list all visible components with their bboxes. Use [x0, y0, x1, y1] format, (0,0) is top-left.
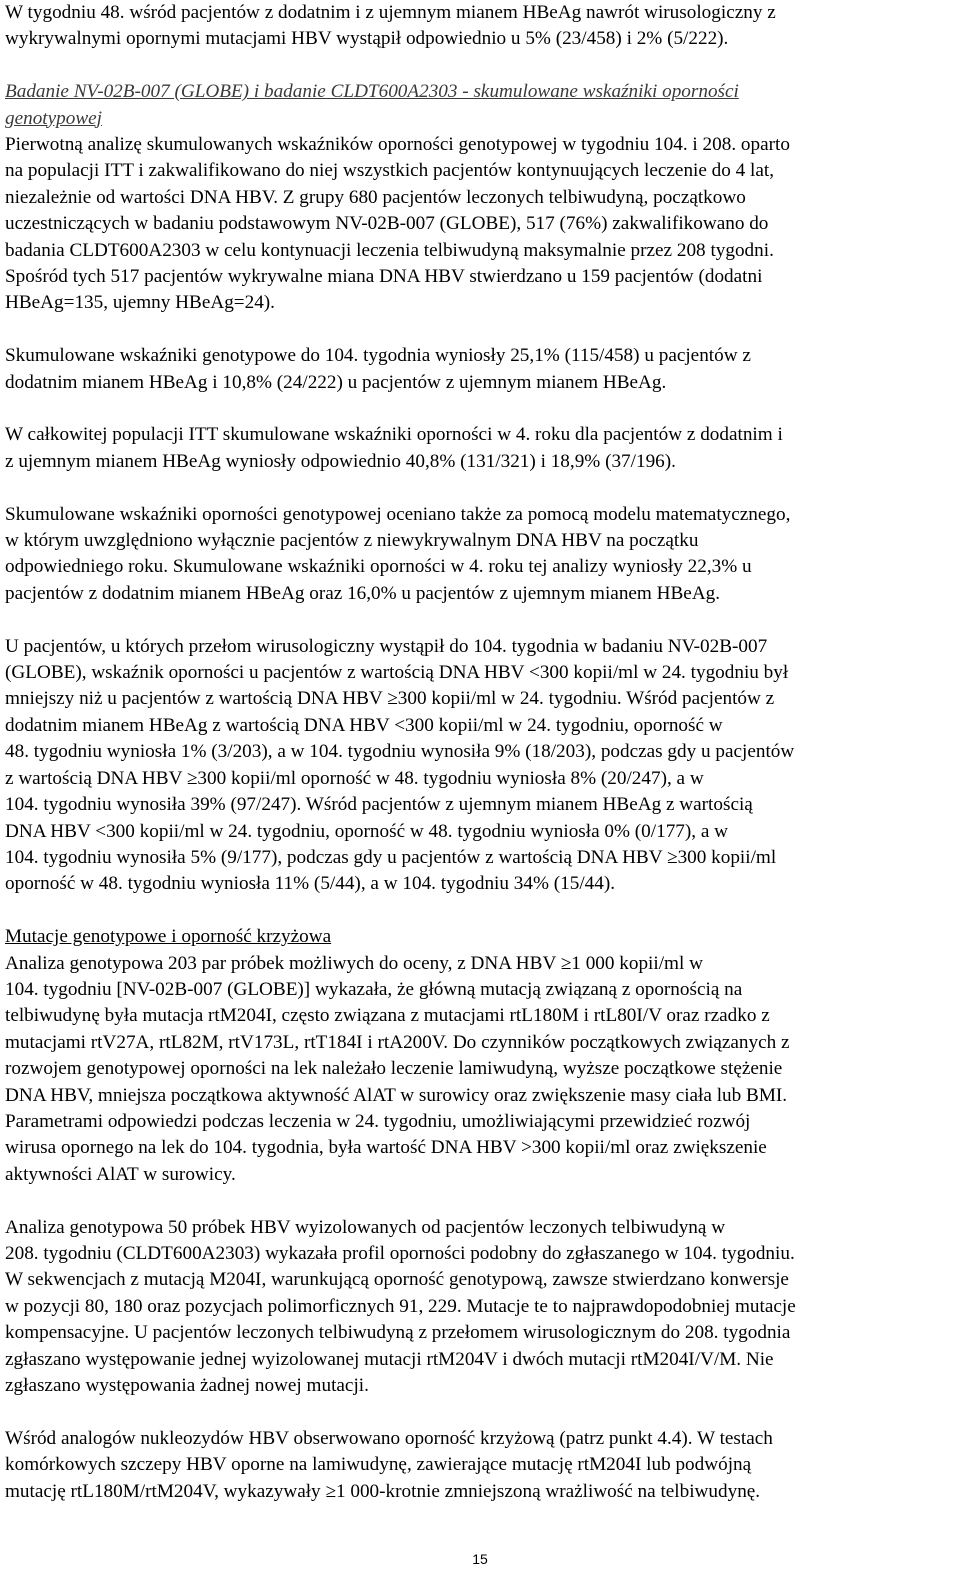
paragraph-resistance-week-48: W tygodniu 48. wśród pacjentów z dodatnim i z ujemnym mianem HBeAg nawrót wirusologiczny z wykrywalnymi opornymi mutacjami HBV wystąpił odpowiednio u 5% (23/458) i 2% (5/222).	[5, 2, 776, 50]
paragraph-primary-analysis: Pierwotną analizę skumulowanych wskaźników oporności genotypowej w tygodniu 104. i 208. oparto na populacji ITT i zakwalifikowano do niej wszystkich pacjentów kontynuujących leczenie do 4 lat, niezależnie od wartości DNA HBV. Z grupy 680 pacjentów leczonych telbiwudyną, początkowo uczestniczących w badaniu podstawowym NV-02B-007 (GLOBE), 517 (76%) zakwalifikowano do badania CLDT600A2303 w celu kontynuacji leczenia telbiwudyną maksymalnie przez 208 tygodni. Spośród tych 517 pacjentów wykrywalne miana DNA HBV stwierdzano u 159 pacjentów (dodatni HBeAg=135, ujemny HBeAg=24).	[5, 134, 790, 314]
paragraph-cross-resistance: Wśród analogów nukleozydów HBV obserwowano oporność krzyżową (patrz punkt 4.4). W testach komórkowych szczepy HBV oporne na lamiwudynę, zawierające mutację rtM204I lub podwójną mutację rtL180M/rtM204V, wykazywały ≥1 000-krotnie zmniejszoną wrażliwość na telbiwudynę.	[5, 1427, 773, 1502]
paragraph-genotypic-analysis-50: Analiza genotypowa 50 próbek HBV wyizolowanych od pacjentów leczonych telbiwudyną w 208. tygodniu (CLDT600A2303) wykazała profil oporności podobny do zgłaszanego w 104. tygodniu. W sekwencjach z mutacją M204I, warunkującą oporność genotypową, zawsze stwierdzano konwersje w pozycji 80, 180 oraz pozycjach polimorficznych 91, 229. Mutacje te to najprawdopodobniej mutacje kompensacyjne. U pacjentów leczonych telbiwudyną z przełomem wirusologicznym do 208. tygodnia zgłaszano występowanie jednej wyizolowanej mutacji rtM204V i dwóch mutacji rtM204I/V/M. Nie zgłaszano występowania żadnej nowej mutacji.	[5, 1216, 796, 1397]
paragraph-genotypic-analysis-203: Analiza genotypowa 203 par próbek możliwych do oceny, z DNA HBV ≥1 000 kopii/ml w 104. tygodniu [NV-02B-007 (GLOBE)] wykazała, że główną mutacją związaną z opornością na telbiwudynę była mutacja rtM204I, często związana z mutacjami rtL180M i rtL80I/V oraz rzadko z mutacjami rtV27A, rtL82M, rtV173L, rtT184I i rtA200V. Do czynników początkowych związanych z rozwojem genotypowej oporności na lek należało leczenie lamiwudyną, wyższe początkowe stężenie DNA HBV, mniejsza początkowa aktywność AlAT w surowicy oraz zwiększenie masy ciała lub BMI. Parametrami odpowiedzi podczas leczenia w 24. tygodniu, umożliwiającymi przewidzieć rozwój wirusa opornego na lek do 104. tygodnia, była wartość DNA HBV >300 kopii/ml oraz zwiększenie aktywności AlAT w surowicy.	[5, 952, 790, 1185]
page-number: 15	[472, 1551, 488, 1567]
section-heading-cumulative-resistance: Badanie NV-02B-007 (GLOBE) i badanie CLDT600A2303 - skumulowane wskaźniki oporności genotypowej	[5, 81, 739, 129]
paragraph-virologic-breakthrough: U pacjentów, u których przełom wirusologiczny wystąpił do 104. tygodnia w badaniu NV-02B-007 (GLOBE), wskaźnik oporności u pacjentów z wartością DNA HBV <300 kopii/ml w 24. tygodniu był mniejszy niż u pacjentów z wartością DNA HBV ≥300 kopii/ml w 24. tygodniu. Wśród pacjentów z dodatnim mianem HBeAg z wartością DNA HBV <300 kopii/ml w 24. tygodniu, oporność w 48. tygodniu wyniosła 1% (3/203), a w 104. tygodniu wynosiła 9% (18/203), podczas gdy u pacjentów z wartością DNA HBV ≥300 kopii/ml oporność w 48. tygodniu wyniosła 8% (20/247), a w 104. tygodniu wynosiła 39% (97/247). Wśród pacjentów z ujemnym mianem HBeAg z wartością DNA HBV <300 kopii/ml w 24. tygodniu, oporność w 48. tygodniu wyniosła 0% (0/177), a w 104. tygodniu wynosiła 5% (9/177), podczas gdy u pacjentów z wartością DNA HBV ≥300 kopii/ml oporność w 48. tygodniu wyniosła 11% (5/44), a w 104. tygodniu 34% (15/44).	[5, 635, 795, 895]
section-heading-genotypic-mutations: Mutacje genotypowe i oporność krzyżowa	[5, 926, 332, 948]
document-page	[5, 0, 953, 1505]
paragraph-total-itt-population: W całkowitej populacji ITT skumulowane wskaźniki oporności w 4. roku dla pacjentów z dodatnim i z ujemnym mianem HBeAg wyniosły odpowiednio 40,8% (131/321) i 18,9% (37/196).	[5, 424, 783, 472]
paragraph-mathematical-model: Skumulowane wskaźniki oporności genotypowej oceniano także za pomocą modelu matematycznego, w którym uwzględniono wyłącznie pacjentów z niewykrywalnym DNA HBV na początku odpowiedniego roku. Skumulowane wskaźniki oporności w 4. roku tej analizy wyniosły 22,3% u pacjentów z dodatnim mianem HBeAg oraz 16,0% u pacjentów z ujemnym mianem HBeAg.	[5, 503, 791, 604]
paragraph-cumulative-104-weeks: Skumulowane wskaźniki genotypowe do 104. tygodnia wyniosły 25,1% (115/458) u pacjentów z dodatnim mianem HBeAg i 10,8% (24/222) u pacjentów z ujemnym mianem HBeAg.	[5, 345, 751, 393]
